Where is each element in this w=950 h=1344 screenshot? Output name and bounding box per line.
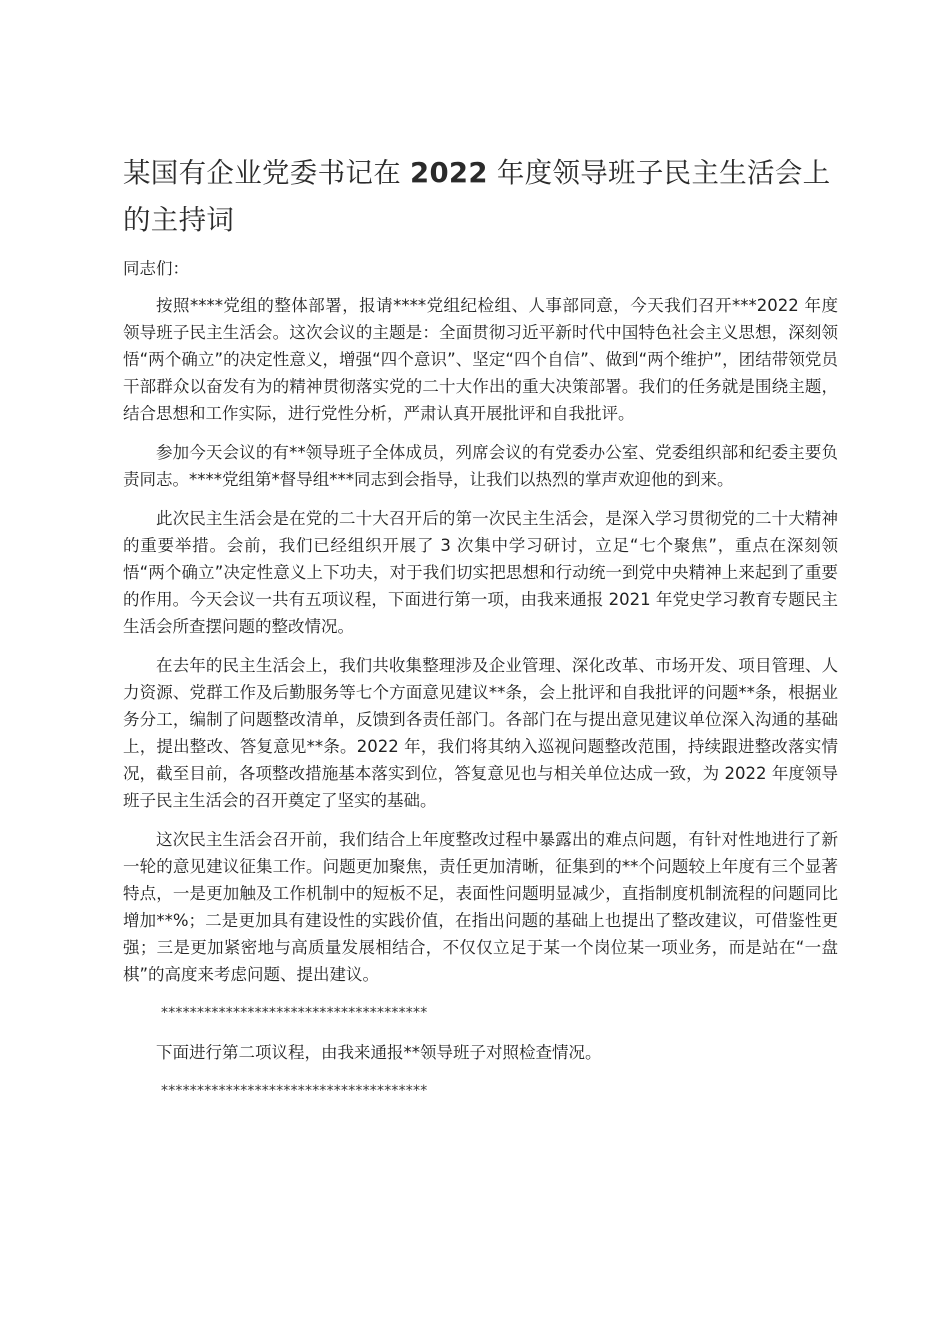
document-page bbox=[123, 150, 838, 1117]
separator-line: ************************************* bbox=[161, 1083, 428, 1099]
paragraph-agenda-two: 下面进行第二项议程，由我来通报**领导班子对照检查情况。 bbox=[156, 1043, 602, 1062]
title-part-1: 某国有企业党委书记在 bbox=[123, 157, 411, 189]
paragraph-attendees: 参加今天会议的有**领导班子全体成员，列席会议的有党委办公室、党委组织部和纪委主要负责同志。****党组第*督导组***同志到会指导，让我们以热烈的掌声欢迎他的到来。 bbox=[123, 443, 838, 489]
paragraph-this-year: 这次民主生活会召开前，我们结合上年度整改过程中暴露出的难点问题，有针对性地进行了新一轮的意见建议征集工作。问题更加聚焦，责任更加清晰，征集到的**个问题较上年度有三个显著特点，一是更加触及工作机制中的短板不足，表面性问题明显减少，直指制度机制流程的问题同比增加**%；二是更加具有建设性的实践价值，在指出问题的基础上也提出了整改建议，可借鉴性更强；三是更加紧密地与高质量发展相结合，不仅仅立足于某一个岗位某一项业务，而是站在“一盘棋”的高度来考虑问题、提出建议。 bbox=[123, 830, 838, 984]
paragraph-agenda-one: 此次民主生活会是在党的二十大召开后的第一次民主生活会，是深入学习贯彻党的二十大精神的重要举措。会前，我们已经组织开展了 3 次集中学习研讨，立足“七个聚焦”，重点在深刻领悟“两个确立”决定性意义上下功夫，对于我们切实把思想和行动统一到党中央精神上来起到了重要的作用。今天会议一共有五项议程，下面进行第一项，由我来通报 2021 年党史学习教育专题民主生活会所查摆问题的整改情况。 bbox=[123, 509, 838, 636]
paragraph-opening: 按照****党组的整体部署，报请****党组纪检组、人事部同意，今天我们召开***2022 年度领导班子民主生活会。这次会议的主题是：全面贯彻习近平新时代中国特色社会主义思想，深刻领悟“两个确立”的决定性意义，增强“四个意识”、坚定“四个自信”、做到“两个维护”，团结带领党员干部群众以奋发有为的精神贯彻落实党的二十大作出的重大决策部署。我们的任务就是围绕主题，结合思想和工作实际，进行党性分析，严肃认真开展批评和自我批评。 bbox=[123, 296, 838, 423]
title-part-2: 年度领导班子民主生活会上的主持词 bbox=[123, 157, 831, 236]
separator-line: ************************************* bbox=[161, 1005, 428, 1021]
paragraph-last-year: 在去年的民主生活会上，我们共收集整理涉及企业管理、深化改革、市场开发、项目管理、人力资源、党群工作及后勤服务等七个方面意见建议**条，会上批评和自我批评的问题**条，根据业务分工，编制了问题整改清单，反馈到各责任部门。各部门在与提出意见建议单位深入沟通的基础上，提出整改、答复意见**条。2022 年，我们将其纳入巡视问题整改范围，持续跟进整改落实情况，截至目前，各项整改措施基本落实到位，答复意见也与相关单位达成一致，为 2022 年度领导班子民主生活会的召开奠定了坚实的基础。 bbox=[123, 656, 838, 810]
title-year: 2022 bbox=[410, 157, 488, 189]
greeting: 同志们： bbox=[123, 259, 189, 278]
document-title bbox=[123, 150, 838, 244]
